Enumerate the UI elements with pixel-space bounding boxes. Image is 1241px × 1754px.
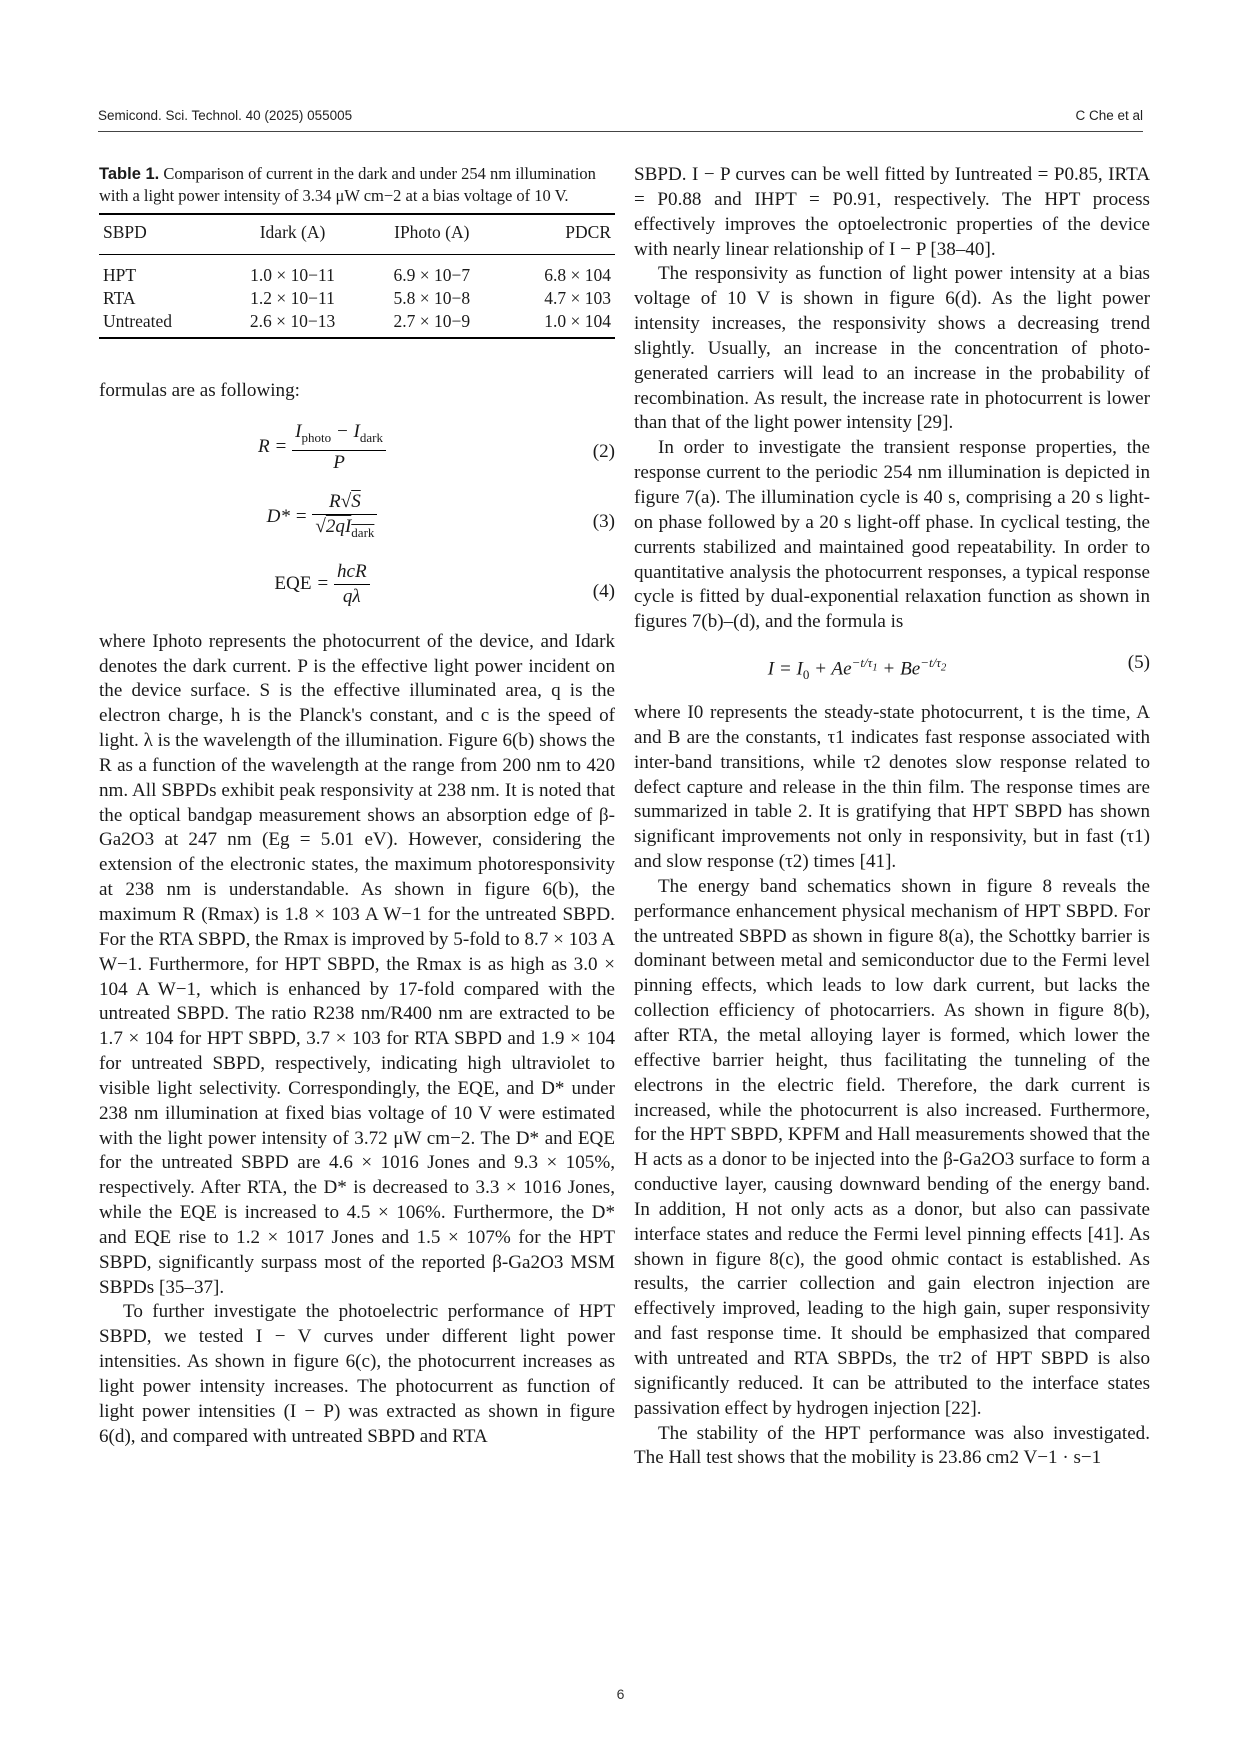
equation-number: (4) <box>592 580 615 602</box>
column-header: IPhoto (A) <box>366 214 498 254</box>
equation-3-expression: D* = $\frac{R√S}{√2qI_{dark}}$ <box>99 490 545 545</box>
running-header <box>98 106 1143 128</box>
table-cell: 5.8 × 10−8 <box>393 287 471 308</box>
header-rule <box>98 131 1143 132</box>
paragraph: The stability of the HPT performance was also investigated. The Hall test shows that the mobility is 23.86 cm2 V−1 · s−1 <box>634 1422 1150 1469</box>
equation-2-expression: R = $\frac{I_{photo} - I_{dark}}{P}$ <box>99 420 545 475</box>
equation-number: (5) <box>1127 652 1150 674</box>
table-cell: 2.7 × 10−9 <box>366 310 498 338</box>
paragraph: where I0 represents the steady-state photocurrent, t is the time, A and B are the constants, τ1 indicates fast response associated with inter-band transitions, while τ2 denotes slow response related to defect capture and release in the thin film. The response times are summarized in table 2. It is gratifying that HPT SBPD has shown significant improvements not only in responsivity, but in fast (τ1) and slow response (τ2) times [41]. <box>634 702 1150 873</box>
table-cell: Untreated <box>99 310 219 338</box>
paragraph: SBPD. I − P curves can be well fitted by Iuntreated = P0.85, IRTA = P0.88 and IHPT = P0.91, respectively. The HPT process effectively improves the optoelectronic properties of the device with nearly linear relationship of I − P [38–40]. <box>634 164 1150 260</box>
equation-3 <box>99 490 615 560</box>
table-1-caption <box>99 163 615 207</box>
equation-number: (3) <box>592 510 615 532</box>
table-cell: 6.8 × 104 <box>544 264 611 285</box>
table-1 <box>99 213 615 339</box>
table-header-row <box>99 214 615 254</box>
paragraph: The energy band schematics shown in figure 8 reveals the performance enhancement physical mechanism of HPT SBPD. For the untreated SBPD as shown in figure 8(a), the Schottky barrier is dominant between metal and semiconductor due to the Fermi level pinning effects, which leads to low dark current, but lacks the collection efficiency of photocarriers. As shown in figure 8(b), after RTA, the metal alloying layer is formed, which lower the effective barrier height, thus facilitating the tunneling of the electrons in the electric field. Therefore, the dark current is increased, while the photocurrent is also increased. Furthermore, for the HPT SBPD, KPFM and Hall measurements showed that the H acts as a donor to be injected into the β-Ga2O3 surface to form a conductive layer, causing downward bending of the energy band. In addition, H not only acts as a donor, but also can passivate interface states and reduce the Fermi level pinning effects [41]. As shown in figure 8(c), the good ohmic contact is established. As results, the carrier collection and gain electron injection are effectively improved, leading to the high gain, super responsivity and fast response time. It should be emphasized that compared with untreated and RTA SBPDs, the τr2 of HPT SBPD is also significantly reduced. It can be attributed to the interface states passivation effect by hydrogen injection [22]. <box>634 875 1150 1419</box>
right-column <box>634 163 1150 1471</box>
column-header: SBPD <box>99 214 219 254</box>
fraction: $\frac{I_{photo} - I_{dark}}{P}$ <box>292 420 386 475</box>
fraction: $\frac{\text{hcR}}{q\lambda}$ <box>334 560 370 609</box>
table-row <box>99 287 615 310</box>
paragraph: where Iphoto represents the photocurrent of the device, and Idark denotes the dark current. P is the effective light power incident on the device surface. S is the effective illuminated area, q is the electron charge, h is the Planck's constant, and c is the speed of light. λ is the wavelength of the illumination. Figure 6(b) shows the R as a function of the wavelength at the range from 200 nm to 420 nm. All SBPDs exhibit peak responsivity at 238 nm. It is noted that the optical bandgap measurement shows an absorption edge of β-Ga2O3 at 247 nm (Eg = 5.01 eV). However, considering the extension of the electronic states, the maximum photoresponsivity at 238 nm is understandable. As shown in figure 6(b), the maximum R (Rmax) is 1.8 × 103 A W−1 for the untreated SBPD. For the RTA SBPD, the Rmax is improved by 5-fold to 8.7 × 103 A W−1. Furthermore, for HPT SBPD, the Rmax is as high as 3.0 × 104 A W−1, which is enhanced by 17-fold compared with the untreated SBPD. The ratio R238 nm/R400 nm are extracted to be 1.7 × 104 for HPT SBPD, 3.7 × 103 for RTA SBPD and 1.9 × 104 for untreated SBPD, respectively, indicating high ultraviolet to visible light selectivity. Correspondingly, the EQE, and D* under 238 nm illumination at fixed bias voltage of 10 V were estimated with the light power intensity of 3.72 μW cm−2. The D* and EQE for the untreated SBPD are 4.6 × 1016 Jones and 9.3 × 105%, respectively. After RTA, the D* is decreased to 3.3 × 1016 Jones, while the EQE is increased to 4.5 × 106%. Furthermore, the D* and EQE rise to 1.2 × 1017 Jones and 1.5 × 107% for the HPT SBPD, significantly surpass most of the reported β-Ga2O3 MSM SBPDs [35–37]. <box>99 630 615 1298</box>
column-header: PDCR <box>498 214 615 254</box>
table-cell: 6.9 × 10−7 <box>393 264 471 285</box>
table-cell: 1.0 × 104 <box>498 310 615 338</box>
table-1-label: Table 1. <box>99 165 160 183</box>
table-row <box>99 310 615 338</box>
paragraph: In order to investigate the transient response properties, the response current to the periodic 254 nm illumination is depicted in figure 7(a). The illumination cycle is 40 s, comprising a 20 s light-on phase followed by a 20 s light-off phase. In cyclical testing, the currents stabilized and maintained good repeatability. In order to quantitative analysis the photocurrent responses, a typical response cycle is fitted by dual-exponential relaxation function as shown in figures 7(b)–(d), and the formula is <box>634 437 1150 633</box>
page-number: 6 <box>616 1686 625 1702</box>
table-cell: 4.7 × 103 <box>544 287 611 308</box>
equation-2 <box>99 420 615 490</box>
equation-4 <box>99 560 615 630</box>
table-cell: RTA <box>103 287 136 308</box>
column-header: Idark (A) <box>219 214 365 254</box>
table-cell: 1.2 × 10−11 <box>250 287 335 308</box>
paragraph: The responsivity as function of light power intensity at a bias voltage of 10 V is shown in figure 6(d). As the light power intensity increases, the responsivity shows a decreasing trend slightly. Usually, an increase in the concentration of photo-generated carriers will lead to an increase in the probability of recombination. As result, the increase rate in photocurrent is lower than that of the light power intensity [29]. <box>634 263 1150 434</box>
table-row <box>99 254 615 287</box>
author-line: C Che et al <box>1075 108 1143 123</box>
table-1-caption-text: Comparison of current in the dark and under 254 nm illumination with a light power intensity of 3.34 μW cm−2 at a bias voltage of 10 V. <box>99 164 596 205</box>
equation-number: (2) <box>592 440 615 462</box>
paragraph: To further investigate the photoelectric performance of HPT SBPD, we tested I − V curves under different light power intensities. As shown in figure 6(c), the photocurrent increases as light power intensity increases. The photocurrent as function of light power intensities (I − P) was extracted as shown in figure 6(d), and compared with untreated SBPD and RTA <box>99 1301 615 1447</box>
fraction: $\frac{R√S}{√2qI_{dark}}$ <box>312 490 377 545</box>
equation-4-expression: EQE = $\frac{\text{hcR}}{q\lambda}$ <box>99 560 545 609</box>
table-cell: 2.6 × 10−13 <box>219 310 365 338</box>
table-cell: HPT <box>103 264 137 285</box>
journal-citation: Semicond. Sci. Technol. 40 (2025) 055005 <box>98 108 353 123</box>
table-cell: 1.0 × 10−11 <box>250 264 335 285</box>
formulas-intro: formulas are as following: <box>99 379 300 401</box>
equation-5-expression: $I = I_0 + Ae^{-t/\tau_1} + Be^{-t/\tau_2}$ <box>767 655 947 683</box>
equation-5 <box>634 643 1150 701</box>
left-column <box>99 163 615 1450</box>
